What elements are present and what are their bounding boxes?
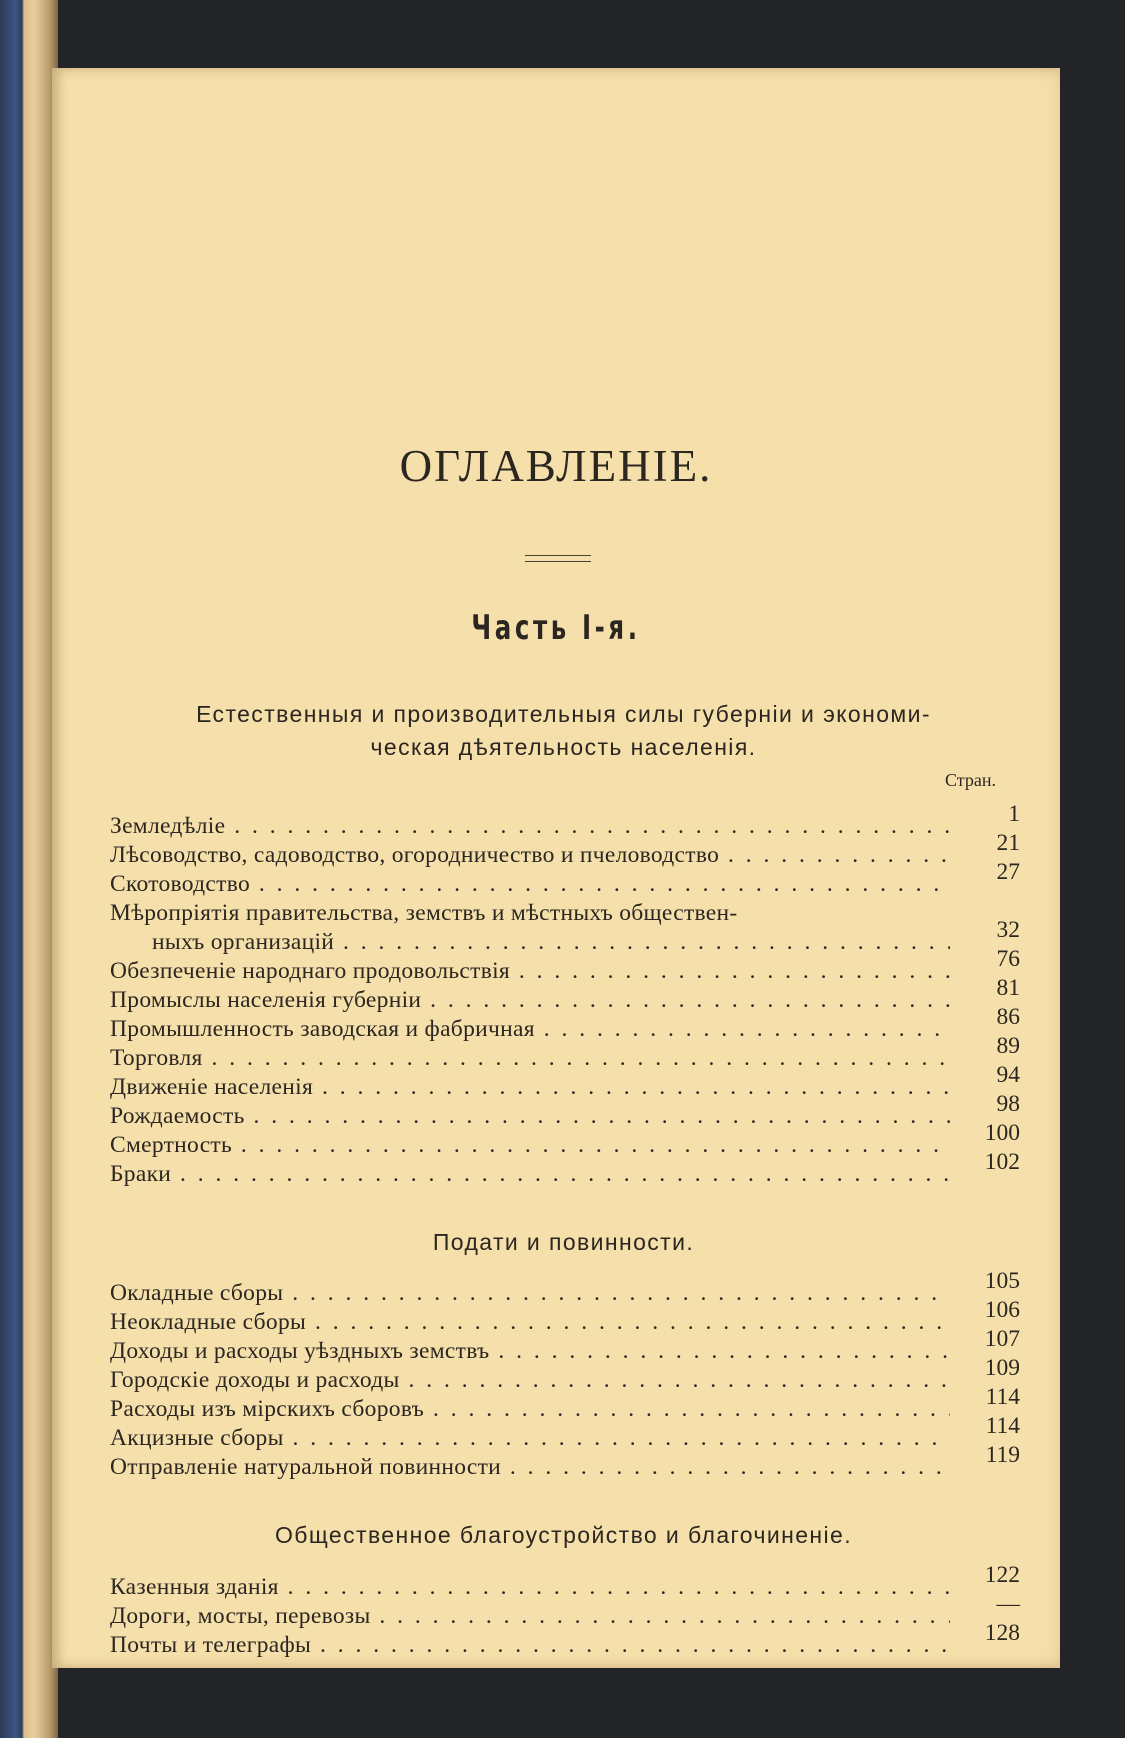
- toc-entry: [110, 1033, 1022, 1075]
- entry-page: 100: [984, 1120, 1020, 1146]
- toc-entry: [110, 830, 1022, 872]
- entry-page: 1: [1008, 801, 1020, 827]
- section1-heading-line2: ческая дѣятельность населенія.: [370, 734, 757, 760]
- toc-entry: [110, 1091, 1022, 1133]
- entry-text: Расходы изъ мірскихъ сборовъ . . .: [110, 1396, 950, 1423]
- entry-text: Движеніе населенія . . .: [110, 1074, 950, 1101]
- toc-entry: [110, 917, 1022, 959]
- toc-entry: [110, 1062, 1022, 1104]
- entry-text: Земледѣліе . . .: [110, 813, 950, 840]
- entry-text: Торговля . . .: [110, 1045, 950, 1072]
- page-column-label: Стран.: [945, 770, 996, 790]
- entry-text: Смертность . . .: [110, 1132, 950, 1159]
- entry-page: 94: [996, 1062, 1020, 1088]
- entry-page: 76: [996, 946, 1020, 972]
- entry-page: 81: [996, 975, 1020, 1001]
- toc-entry: [110, 1591, 1022, 1633]
- entry-text: Браки . . .: [110, 1161, 950, 1188]
- page: [52, 68, 1060, 1668]
- page-title: ОГЛАВЛЕНІЕ.: [399, 441, 713, 491]
- entry-text: Неокладные сборы . . .: [110, 1309, 950, 1336]
- entry-page: 89: [996, 1033, 1020, 1059]
- entry-text: Скотоводство . . .: [110, 871, 950, 898]
- entry-text: Городскіе доходы и расходы . . .: [110, 1367, 950, 1394]
- entry-page: 21: [996, 830, 1020, 856]
- entry-text: Промыслы населенія губерніи . . .: [110, 987, 950, 1014]
- entry-text: Отправленіе натуральной повинности . . .: [110, 1454, 950, 1481]
- section2-heading: Подати и повинности.: [432, 1229, 695, 1255]
- toc-entry: [110, 1004, 1022, 1046]
- toc-entry: [110, 1120, 1022, 1162]
- entry-text: Окладные сборы . . .: [110, 1280, 950, 1307]
- entry-text: Лѣсоводство, садоводство, огородничество и пчеловодство . . .: [110, 842, 950, 869]
- entry-page: 122: [984, 1562, 1020, 1588]
- entry-page: 109: [984, 1355, 1020, 1381]
- toc-entry: [110, 801, 1022, 843]
- toc-entry: [110, 900, 1022, 930]
- entry-text: Казенныя зданія . . .: [110, 1574, 950, 1601]
- entry-text: Обезпеченіе народнаго продовольствія . . .: [110, 958, 950, 985]
- entry-page: 98: [996, 1091, 1020, 1117]
- part-heading: Часть I-я.: [471, 608, 641, 648]
- toc-entry: [110, 1384, 1022, 1426]
- section1-heading-line1: Естественныя и производительныя силы губерніи и экономи-: [196, 701, 931, 727]
- toc-entry: [110, 1326, 1022, 1368]
- entry-text: Почты и телеграфы . . .: [110, 1632, 950, 1659]
- toc-entry: [110, 1297, 1022, 1339]
- entry-page: 102: [984, 1149, 1020, 1175]
- toc-entry: [110, 1268, 1022, 1310]
- toc-entry: [110, 859, 1022, 901]
- entry-text: Дороги, мосты, перевозы . . .: [110, 1603, 950, 1630]
- entry-text: Мѣропріятія правительства, земствъ и мѣстныхъ обществен-: [110, 900, 738, 926]
- entry-text: Рождаемость . . .: [110, 1103, 950, 1130]
- entry-page: 119: [985, 1442, 1020, 1468]
- toc-entry: [110, 975, 1022, 1017]
- toc-entry: [110, 1562, 1022, 1604]
- section3-heading: Общественное благоустройство и благочиненіе.: [274, 1522, 852, 1548]
- entry-page: 114: [985, 1413, 1020, 1439]
- toc-entry: [110, 1149, 1022, 1191]
- toc-entry: [110, 1413, 1022, 1455]
- toc-entry: [110, 1355, 1022, 1397]
- entry-text: ныхъ организацій . . .: [110, 929, 950, 956]
- title-divider: [525, 555, 591, 562]
- toc-entry: [110, 1442, 1022, 1484]
- entry-page: 107: [984, 1326, 1020, 1352]
- entry-page: 86: [996, 1004, 1020, 1030]
- entry-page: 106: [984, 1297, 1020, 1323]
- entry-page: 105: [984, 1268, 1020, 1294]
- entry-page: 27: [996, 859, 1020, 885]
- entry-page: 32: [996, 917, 1020, 943]
- book-spine-edge: [0, 0, 58, 1738]
- entry-text: Акцизные сборы . . .: [110, 1425, 950, 1452]
- toc-entry: [110, 1620, 1022, 1662]
- entry-text: Промышленность заводская и фабричная . . .: [110, 1016, 950, 1043]
- toc-entry: [110, 946, 1022, 988]
- entry-page: 114: [985, 1384, 1020, 1410]
- entry-page: 128: [984, 1620, 1020, 1646]
- entry-page: —: [996, 1591, 1020, 1617]
- entry-text: Доходы и расходы уѣздныхъ земствъ . . .: [110, 1338, 950, 1365]
